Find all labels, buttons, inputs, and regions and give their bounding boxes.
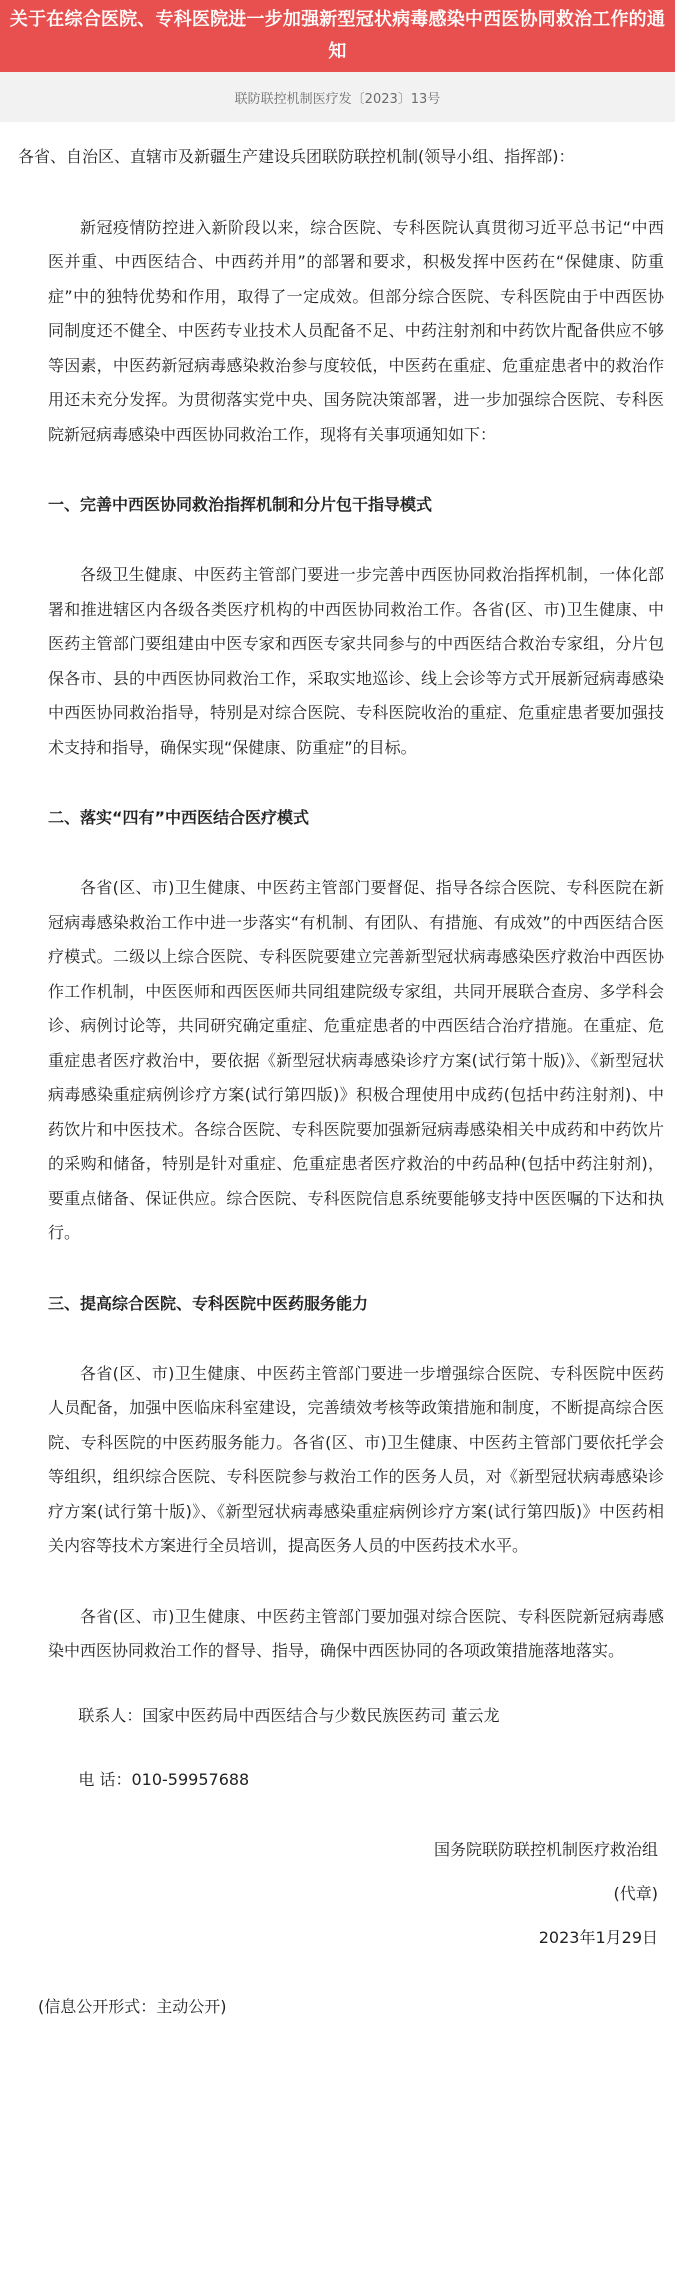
page-title: 关于在综合医院、专科医院进一步加强新型冠状病毒感染中西医协同救治工作的通知 — [9, 9, 666, 62]
section-2-paragraph: 各省(区、市)卫生健康、中医药主管部门要督促、指导各综合医院、专科医院在新冠病毒感染救治工作中进一步落实“有机制、有团队、有措施、有成效”的中西医结合医疗模式。二级以上综合医院、专科医院要建立完善新型冠状病毒感染医疗救治中西医协作工作机制，中医医师和西医医师共同组建院级专家组，共同开展联合查房、多学科会诊、病例讨论等，共同研究确定重症、危重症患者的中西医结合治疗措施。在重症、危重症患者医疗救治中，要依据《新型冠状病毒感染诊疗方案(试行第十版)》、《新型冠状病毒感染重症病例诊疗方案(试行第四版)》积极合理使用中成药(包括中药注射剂)、中药饮片和中医技术。各综合医院、专科医院要加强新冠病毒感染相关中成药和中药饮片的采购和储备，特别是针对重症、危重症患者医疗救治的中药品种(包括中药注射剂)，要重点储备、保证供应。综合医院、专科医院信息系统要能够支持中医医嘱的下达和执行。 — [48, 878, 664, 1242]
section-heading-2: 二、落实“四有”中西医结合医疗模式 — [48, 808, 310, 827]
signature-acting: (代章) — [613, 1883, 658, 1903]
document-body — [18, 140, 664, 2024]
section-heading-1: 一、完善中西医协同救治指挥机制和分片包干指导模式 — [48, 495, 433, 514]
signature-org: 国务院联防联控机制医疗救治组 — [433, 1839, 658, 1859]
signature-block — [48, 1828, 664, 1960]
addressee: 各省、自治区、直辖市及新疆生产建设兵团联防联控机制(领导小组、指挥部)： — [18, 147, 575, 166]
contact-phone: 电 话：010-59957688 — [78, 1770, 250, 1789]
section-3-paragraph-2: 各省(区、市)卫生健康、中医药主管部门要加强对综合医院、专科医院新冠病毒感染中西医协同救治工作的督导、指导，确保中西医协同的各项政策措施落地落实。 — [48, 1606, 664, 1660]
intro-paragraph: 新冠疫情防控进入新阶段以来，综合医院、专科医院认真贯彻习近平总书记“中西医并重、中西医结合、中西药并用”的部署和要求，积极发挥中医药在“保健康、防重症”中的独特优势和作用，取得了一定成效。但部分综合医院、专科医院由于中西医协同制度还不健全、中医药专业技术人员配备不足、中药注射剂和中药饮片配备供应不够等因素，中医药新冠病毒感染救治参与度较低，中医药在重症、危重症患者中的救治作用还未充分发挥。为贯彻落实党中央、国务院决策部署，进一步加强综合医院、专科医院新冠病毒感染中西医协同救治工作，现将有关事项通知如下： — [48, 217, 664, 444]
section-3-paragraph-1: 各省(区、市)卫生健康、中医药主管部门要进一步增强综合医院、专科医院中医药人员配备，加强中医临床科室建设，完善绩效考核等政策措施和制度，不断提高综合医院、专科医院的中医药服务能力。各省(区、市)卫生健康、中医药主管部门要依托学会等组织，组织综合医院、专科医院参与救治工作的医务人员，对《新型冠状病毒感染诊疗方案(试行第十版)》、《新型冠状病毒感染重症病例诊疗方案(试行第四版)》中医药相关内容等技术方案进行全员培训，提高医务人员的中医药技术水平。 — [48, 1363, 664, 1555]
section-heading-3: 三、提高综合医院、专科医院中医药服务能力 — [48, 1293, 369, 1313]
contact-person: 联系人：国家中医药局中西医结合与少数民族医药司 董云龙 — [78, 1705, 500, 1725]
disclosure-mode: (信息公开形式：主动公开) — [38, 1996, 227, 2016]
section-1-paragraph: 各级卫生健康、中医药主管部门要进一步完善中西医协同救治指挥机制，一体化部署和推进辖区内各级各类医疗机构的中西医协同救治工作。各省(区、市)卫生健康、中医药主管部门要组建由中医专家和西医专家共同参与的中西医结合救治专家组，分片包保各市、县的中西医协同救治工作，采取实地巡诊、线上会诊等方式开展新冠病毒感染中西医协同救治指导，特别是对综合医院、专科医院收治的重症、危重症患者要加强技术支持和指导，确保实现“保健康、防重症”的目标。 — [48, 565, 664, 757]
signature-date: 2023年1月29日 — [538, 1927, 658, 1947]
title-bar — [0, 0, 675, 72]
contact-block — [48, 1699, 664, 1798]
doc-number: 联防联控机制医疗发〔2023〕13号 — [234, 91, 441, 107]
doc-number-band — [0, 72, 675, 122]
